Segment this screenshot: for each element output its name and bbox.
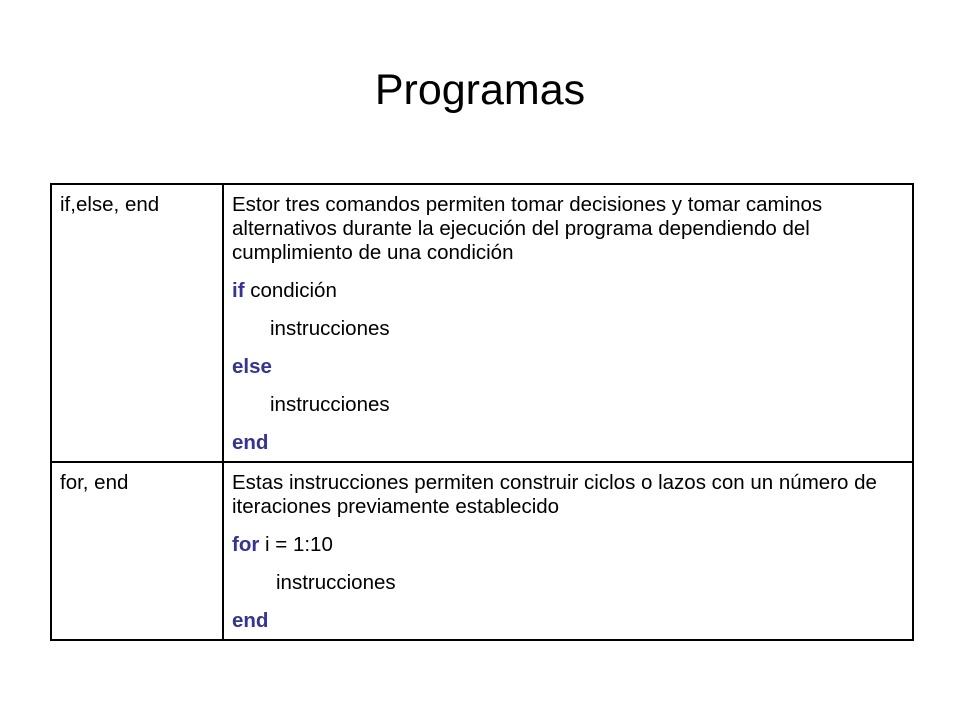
if-condition: condición (244, 279, 337, 302)
for-keyword: for (232, 533, 260, 556)
if-keyword: if (232, 279, 245, 302)
slide-title: Programas (374, 66, 586, 114)
else-body-line: instrucciones (270, 393, 390, 416)
else-keyword: else (232, 355, 272, 378)
table-row-for (51, 462, 913, 640)
for-end-keyword: end (232, 609, 269, 632)
if-end-keyword: end (232, 431, 269, 454)
for-body-line: instrucciones (276, 571, 396, 594)
if-line (232, 279, 904, 303)
table-row-if-else (51, 184, 913, 462)
for-range: i = 1:10 (259, 533, 333, 556)
description-cell-for (223, 462, 913, 640)
command-cell-if-else: if,else, end (51, 184, 223, 462)
commands-table (50, 183, 914, 641)
if-body-line: instrucciones (270, 317, 390, 340)
description-cell-if-else (223, 184, 913, 462)
for-line (232, 533, 904, 557)
command-cell-for: for, end (51, 462, 223, 640)
if-else-description: Estor tres comandos permiten tomar decisiones y tomar caminos alternativos durante la ejecución del programa dependiendo del cumplimiento de una condición (232, 193, 823, 264)
for-description: Estas instrucciones permiten construir ciclos o lazos con un número de iteraciones previamente establecido (232, 471, 877, 518)
